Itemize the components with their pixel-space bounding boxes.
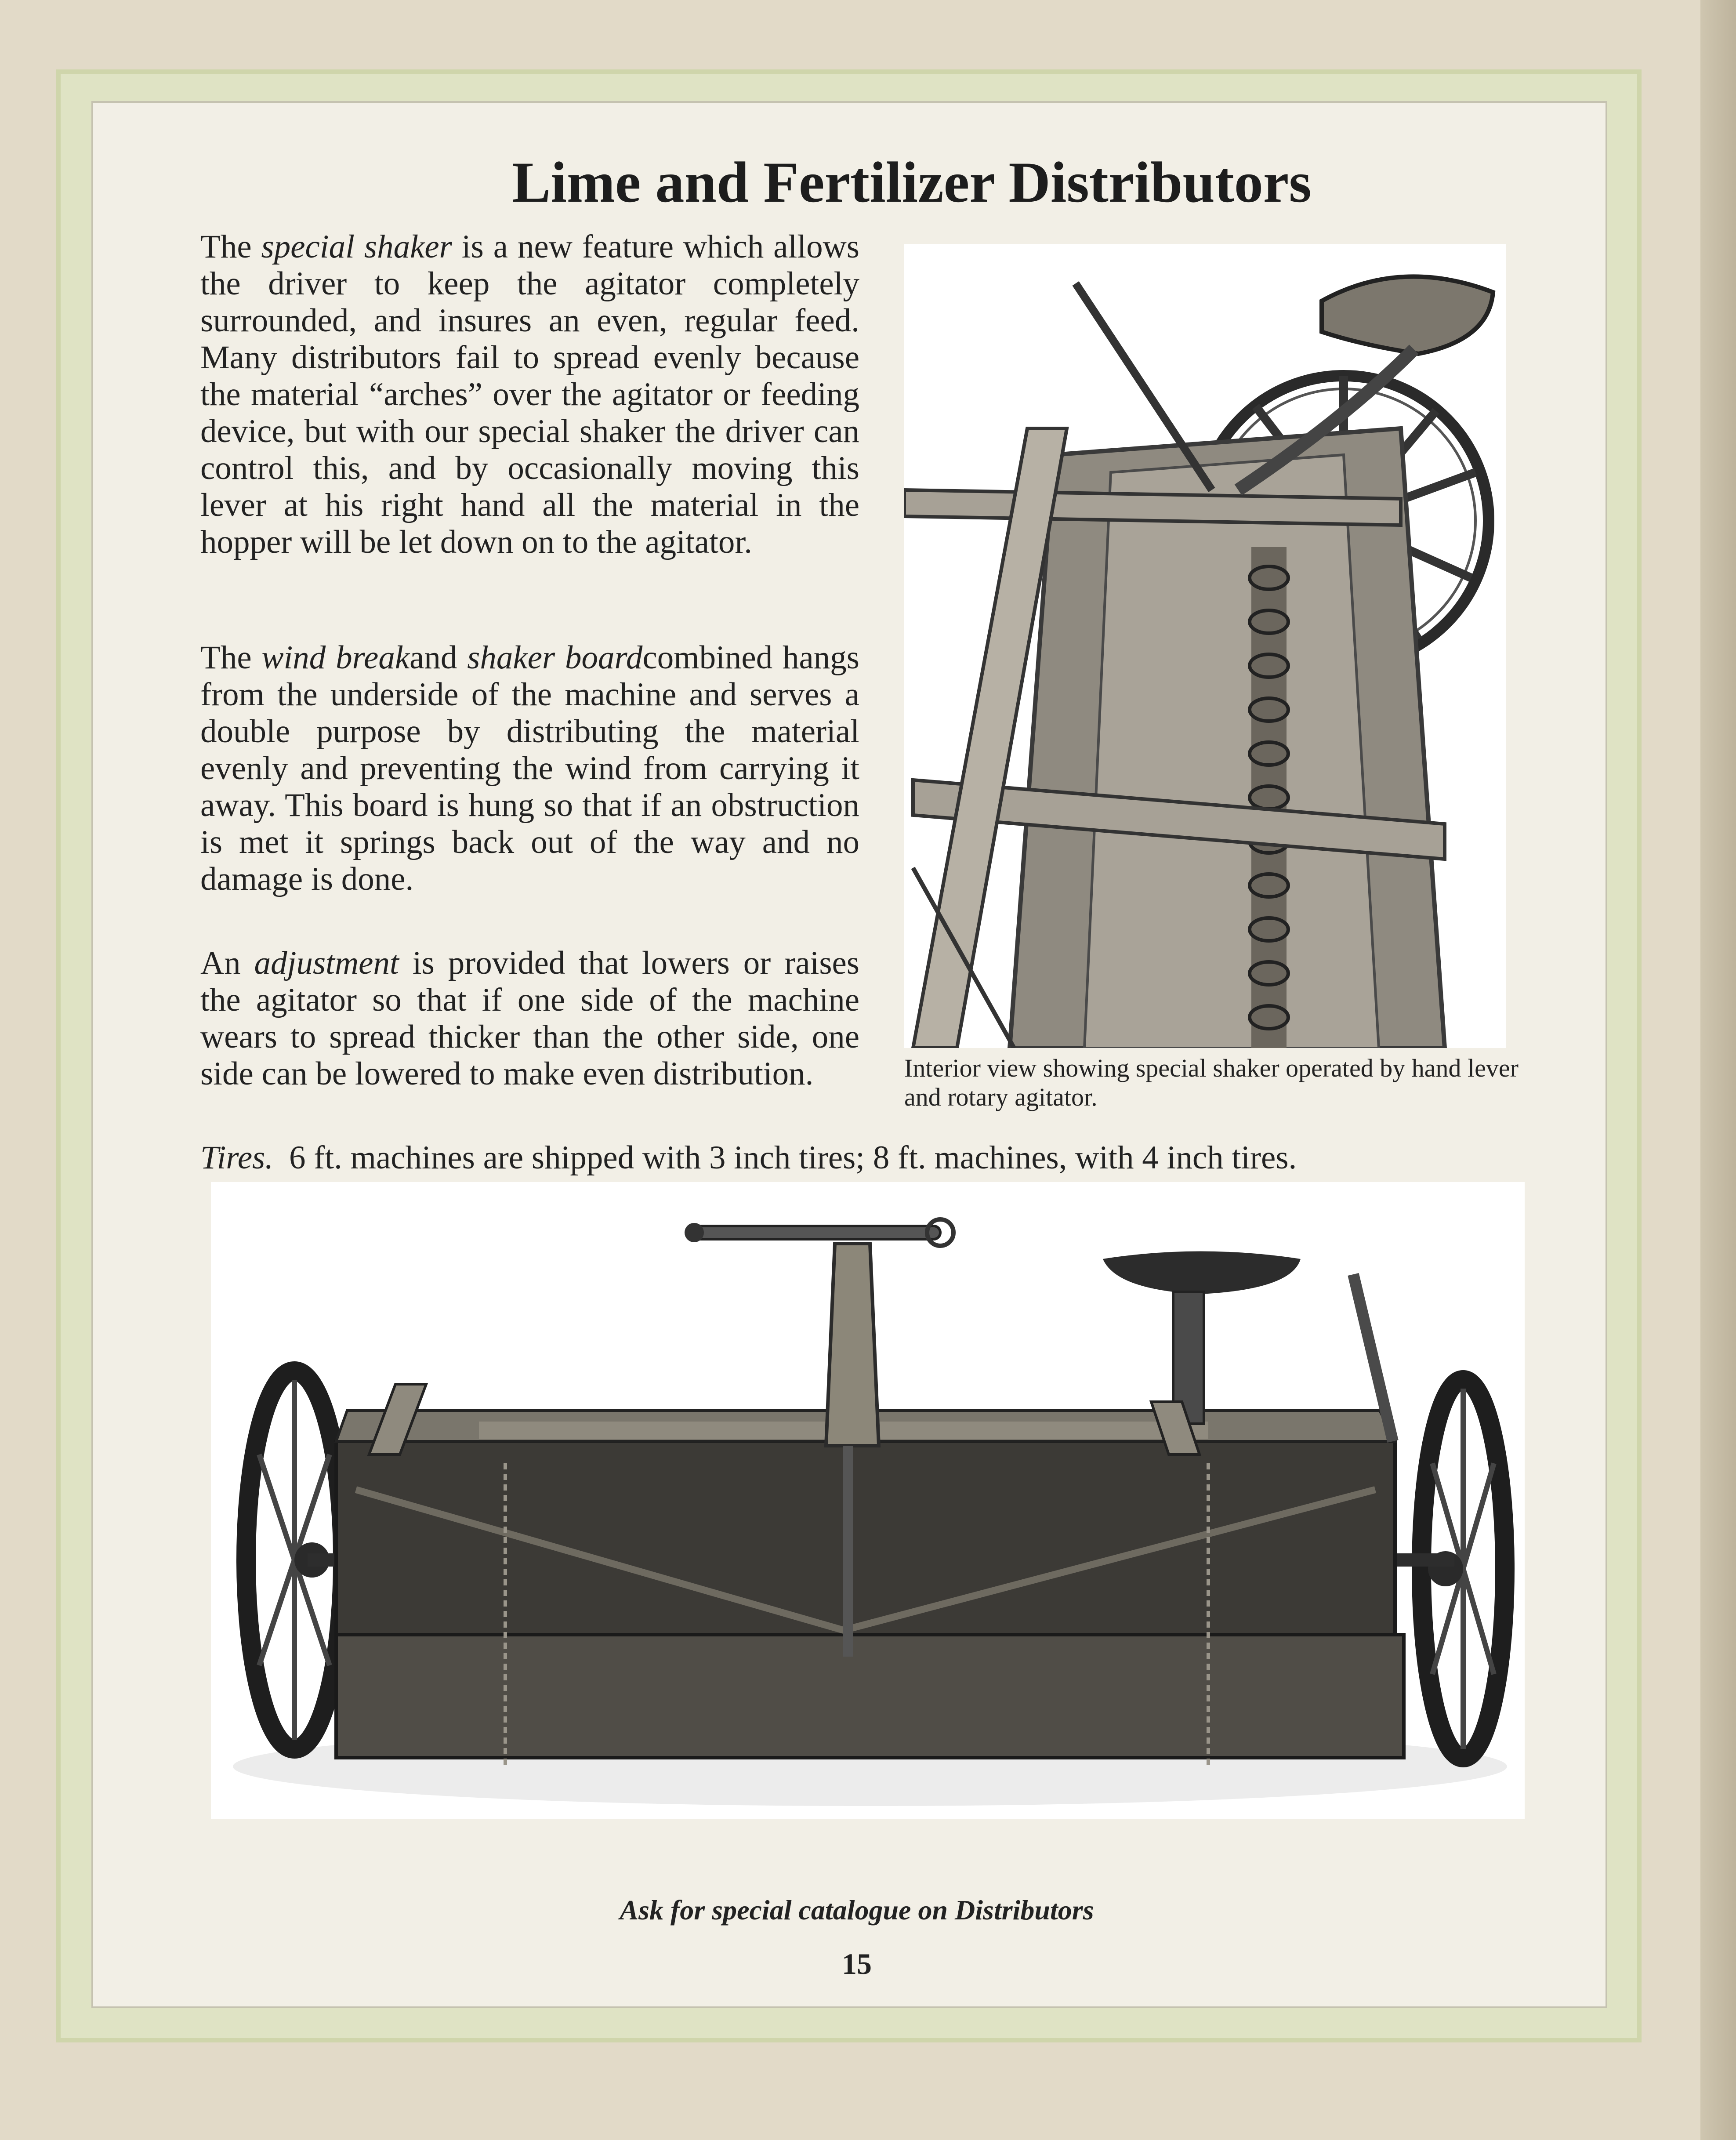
tires-note	[200, 1138, 1540, 1178]
paragraph-special-shaker: The special shaker is a new feature which allows the driver to keep the agitator completely surrounded, and insures an even, regular feed. Many distributors fail to spread evenly because the material “arches” over the agitator or feeding device, but with our special shaker the driver can control this, and by occasionally moving this lever at his right hand all the material in the hopper will be let down on to the agitator.	[200, 229, 859, 560]
tires-label: Tires.	[200, 1139, 274, 1176]
paragraph-adjustment: An adjustment is provided that lowers or raises the agitator so that if one side of the machine wears to spread thicker than the other side, one side can be lowered to make even distribution.	[200, 945, 859, 1092]
paragraph-wind-break: The wind breakand shaker boardcombined hangs from the underside of the machine and serves a double purpose by distributing the material evenly and preventing the wind from carrying it away. This board is hung so that if an obstruction is met it springs back out of the way and no damage is done.	[200, 639, 859, 897]
page-title: Lime and Fertilizer Distributors	[512, 150, 1312, 214]
distributor-machine-photo	[211, 1182, 1525, 1819]
photo-caption: Interior view showing special shaker operated by hand lever and rotary agitator.	[904, 1054, 1519, 1111]
interior-view-photo	[904, 244, 1506, 1048]
tires-text: 6 ft. machines are shipped with 3 inch tires; 8 ft. machines, with 4 inch tires.	[289, 1139, 1297, 1176]
page-number: 15	[842, 1947, 872, 1980]
catalogue-note: Ask for special catalogue on Distributors	[620, 1894, 1094, 1926]
book-spine	[1700, 0, 1736, 2140]
